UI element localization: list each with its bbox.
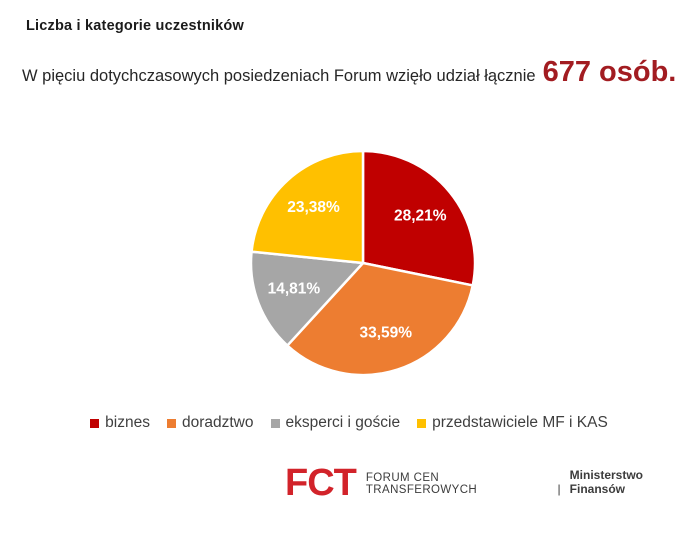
pie-data-label-3: 23,38% — [287, 199, 340, 217]
footer-forum-name: FORUM CEN TRANSFEROWYCH — [365, 472, 478, 497]
lead-text: W pięciu dotychczasowych posiedzeniach Forum wzięło udział łącznie — [22, 67, 536, 85]
legend-swatch-icon — [417, 419, 426, 428]
legend-item-3 — [417, 414, 608, 432]
legend-label: doradztwo — [181, 414, 254, 431]
legend-item-1 — [167, 414, 254, 432]
lead-sentence — [22, 56, 676, 89]
legend-label: przedstawiciele MF i KAS — [432, 414, 608, 431]
legend-item-2 — [271, 414, 401, 432]
pie-data-label-2: 14,81% — [267, 280, 321, 298]
legend-label: eksperci i goście — [285, 414, 401, 431]
legend-label: biznes — [105, 414, 150, 431]
legend-swatch-icon — [167, 419, 176, 428]
legend-item-0 — [90, 414, 150, 432]
pie-data-label-1: 33,59% — [359, 324, 413, 342]
pie-chart — [233, 133, 493, 393]
legend — [0, 414, 698, 432]
page-title: Liczba i kategorie uczestników — [26, 18, 244, 34]
legend-swatch-icon — [90, 419, 99, 428]
legend-swatch-icon — [271, 419, 280, 428]
footer-ministry-name: Ministerstwo Finansów — [569, 468, 643, 497]
fct-logo: FCT — [285, 462, 356, 504]
participant-count-highlight: 677 osób. — [542, 56, 677, 88]
footer — [285, 462, 698, 504]
pie-data-label-0: 28,21% — [394, 207, 447, 225]
footer-separator: | — [557, 482, 561, 497]
